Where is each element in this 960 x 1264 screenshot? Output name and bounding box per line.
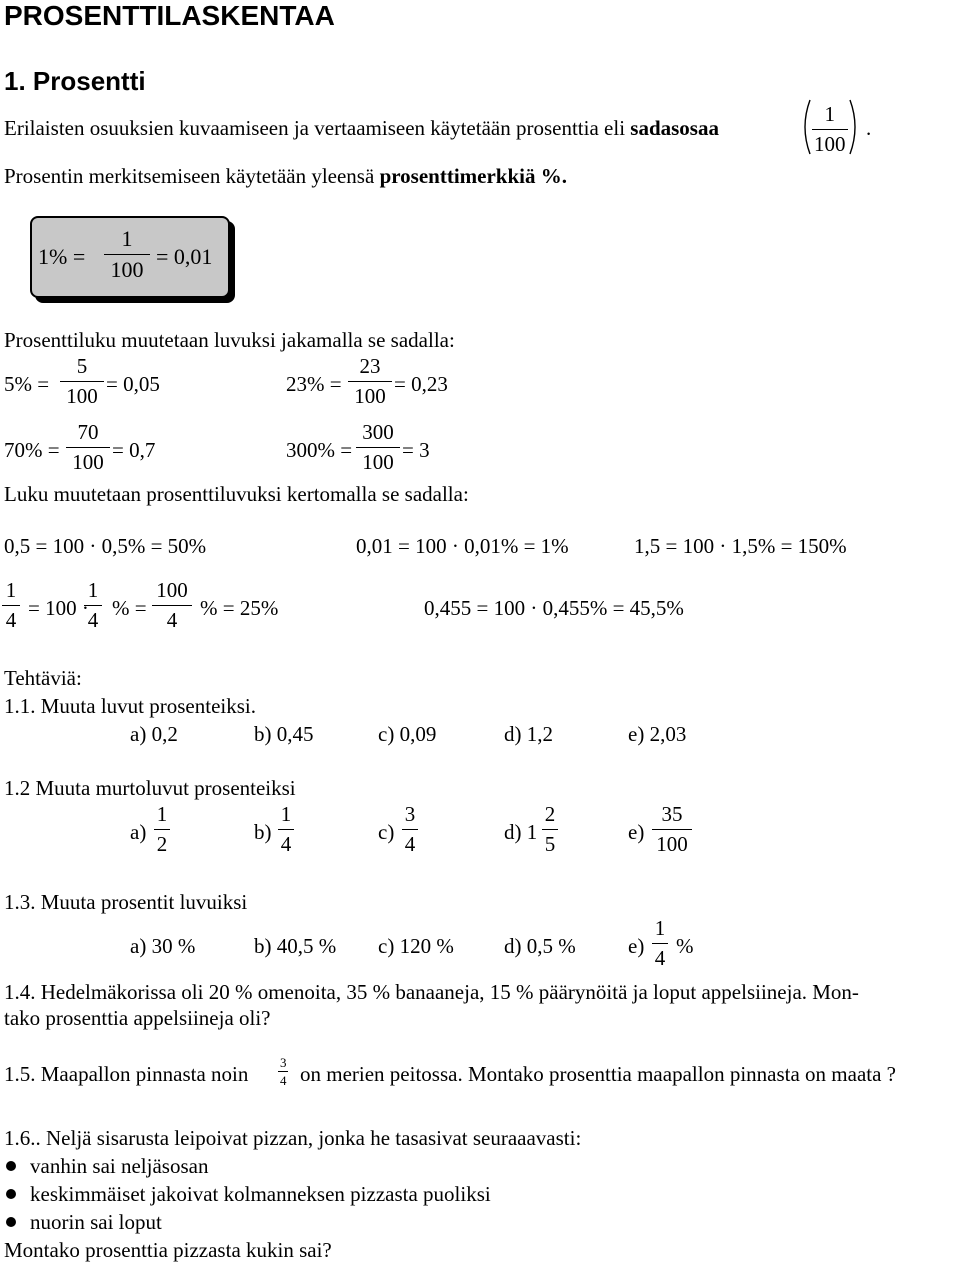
intro-line-2 [4, 166, 567, 187]
task-6-title: 1.6.. Neljä sisarusta leipoivat pizzan, jonka he tasasivat seuraaavasti: [4, 1126, 582, 1150]
task-3-title: 1.3. Muuta prosentit luvuiksi [4, 890, 248, 914]
task-2-label: a) [130, 820, 147, 844]
example-rhs: = 3 [402, 438, 430, 462]
example-fraction: 5 100 [60, 356, 104, 407]
boxed-fraction: 1 100 [104, 228, 150, 281]
conversion: 1,5 = 100 · 1,5% = 150% [634, 534, 847, 558]
task-4-line: 1.4. Hedelmäkorissa oli 20 % omenoita, 35 % banaaneja, 15 % päärynöitä ja loput appelsiineja. Mon- [4, 980, 859, 1004]
tasks-heading: Tehtäviä: [4, 666, 82, 690]
task-3-item: c) 120 % [378, 934, 454, 958]
conversion: 0,01 = 100 · 0,01% = 1% [356, 534, 569, 558]
quarter-fraction: 1 4 [84, 580, 102, 631]
task-2-fraction: 3 4 [402, 804, 418, 855]
intro-period: . [866, 116, 872, 140]
task-3-item: a) 30 % [130, 934, 196, 958]
task-2-fraction: 35 100 [652, 804, 692, 855]
bullet-icon [6, 1217, 16, 1227]
task-2-title: 1.2 Muuta murtoluvut prosenteiksi [4, 776, 296, 800]
task-6-bullet: vanhin sai neljäsosan [30, 1154, 209, 1178]
quarter-fraction: 100 4 [152, 580, 192, 631]
task-6-bullet: nuorin sai loput [30, 1210, 162, 1234]
intro-text: Erilaisten osuuksien kuvaamiseen ja vertaamiseen käytetään prosenttia eli [4, 116, 631, 140]
task-6-bullet: keskimmäiset jakoivat kolmanneksen pizzasta puoliksi [30, 1182, 491, 1206]
example-rhs: = 0,7 [112, 438, 156, 462]
task-1-title: 1.1. Muuta luvut prosenteiksi. [4, 694, 256, 718]
task-1-item: c) 0,09 [378, 722, 437, 746]
section-heading: 1. Prosentti [4, 66, 146, 96]
quarter-fraction: 1 4 [2, 580, 20, 631]
task-1-item: a) 0,2 [130, 722, 178, 746]
quarter-mid: = 100 · [28, 596, 89, 620]
example-lhs: 300% = [286, 438, 353, 462]
rule-multiply: Luku muutetaan prosenttiluvuksi kertomalla se sadalla: [4, 482, 469, 506]
boxed-lhs: 1% = [38, 244, 86, 269]
example-lhs: 70% = [4, 438, 60, 462]
conversion: 0,455 = 100 · 0,455% = 45,5% [424, 596, 684, 620]
task-5-prefix: 1.5. Maapallon pinnasta noin [4, 1062, 249, 1086]
task-2-fraction: 1 2 [154, 804, 170, 855]
intro-text-2: Prosentin merkitsemiseen käytetään yleensä [4, 164, 380, 188]
example-fraction: 70 100 [66, 422, 110, 473]
paren-fraction: 1 100 [814, 102, 846, 156]
example-rhs: = 0,23 [394, 372, 448, 396]
task-1-item: d) 1,2 [504, 722, 553, 746]
task-1-item: e) 2,03 [628, 722, 687, 746]
conversion: 0,5 = 100 · 0,5% = 50% [4, 534, 207, 558]
task-2-fraction: 1 4 [278, 804, 294, 855]
task-6-question: Montako prosenttia pizzasta kukin sai? [4, 1238, 332, 1262]
example-fraction: 23 100 [348, 356, 392, 407]
left-paren-icon [798, 98, 812, 156]
task-2-label: e) [628, 820, 645, 844]
example-lhs: 23% = [286, 372, 342, 396]
page-title: PROSENTTILASKENTAA [4, 0, 335, 31]
example-rhs: = 0,05 [106, 372, 160, 396]
task-3-item: e) [628, 934, 645, 958]
task-2-label: b) [254, 820, 272, 844]
bullet-icon [6, 1189, 16, 1199]
intro-line-1 [4, 118, 719, 139]
task-2-label: d) 1 [504, 820, 538, 844]
task-3-fraction: 1 4 [652, 918, 668, 969]
right-paren-icon [848, 98, 862, 156]
task-5-suffix: on merien peitossa. Montako prosenttia maapallon pinnasta on maata ? [300, 1062, 896, 1086]
task-4-line: tako prosenttia appelsiineja oli? [4, 1006, 271, 1030]
task-3-item: d) 0,5 % [504, 934, 576, 958]
quarter-mid-2: % = [112, 596, 147, 620]
task-5-fraction: 3 4 [280, 1055, 287, 1088]
task-2-fraction: 2 5 [542, 804, 558, 855]
task-1-item: b) 0,45 [254, 722, 314, 746]
intro-bold-term-2: prosenttimerkkiä %. [379, 164, 568, 188]
boxed-rhs: = 0,01 [156, 244, 213, 269]
quarter-end: % = 25% [200, 596, 279, 620]
example-fraction: 300 100 [356, 422, 400, 473]
task-3-suffix: % [676, 934, 694, 958]
bullet-icon [6, 1161, 16, 1171]
task-3-item: b) 40,5 % [254, 934, 337, 958]
intro-bold-term: sadasosaa [630, 116, 719, 140]
task-2-label: c) [378, 820, 395, 844]
rule-divide: Prosenttiluku muutetaan luvuksi jakamalla se sadalla: [4, 328, 455, 352]
example-lhs: 5% = [4, 372, 50, 396]
